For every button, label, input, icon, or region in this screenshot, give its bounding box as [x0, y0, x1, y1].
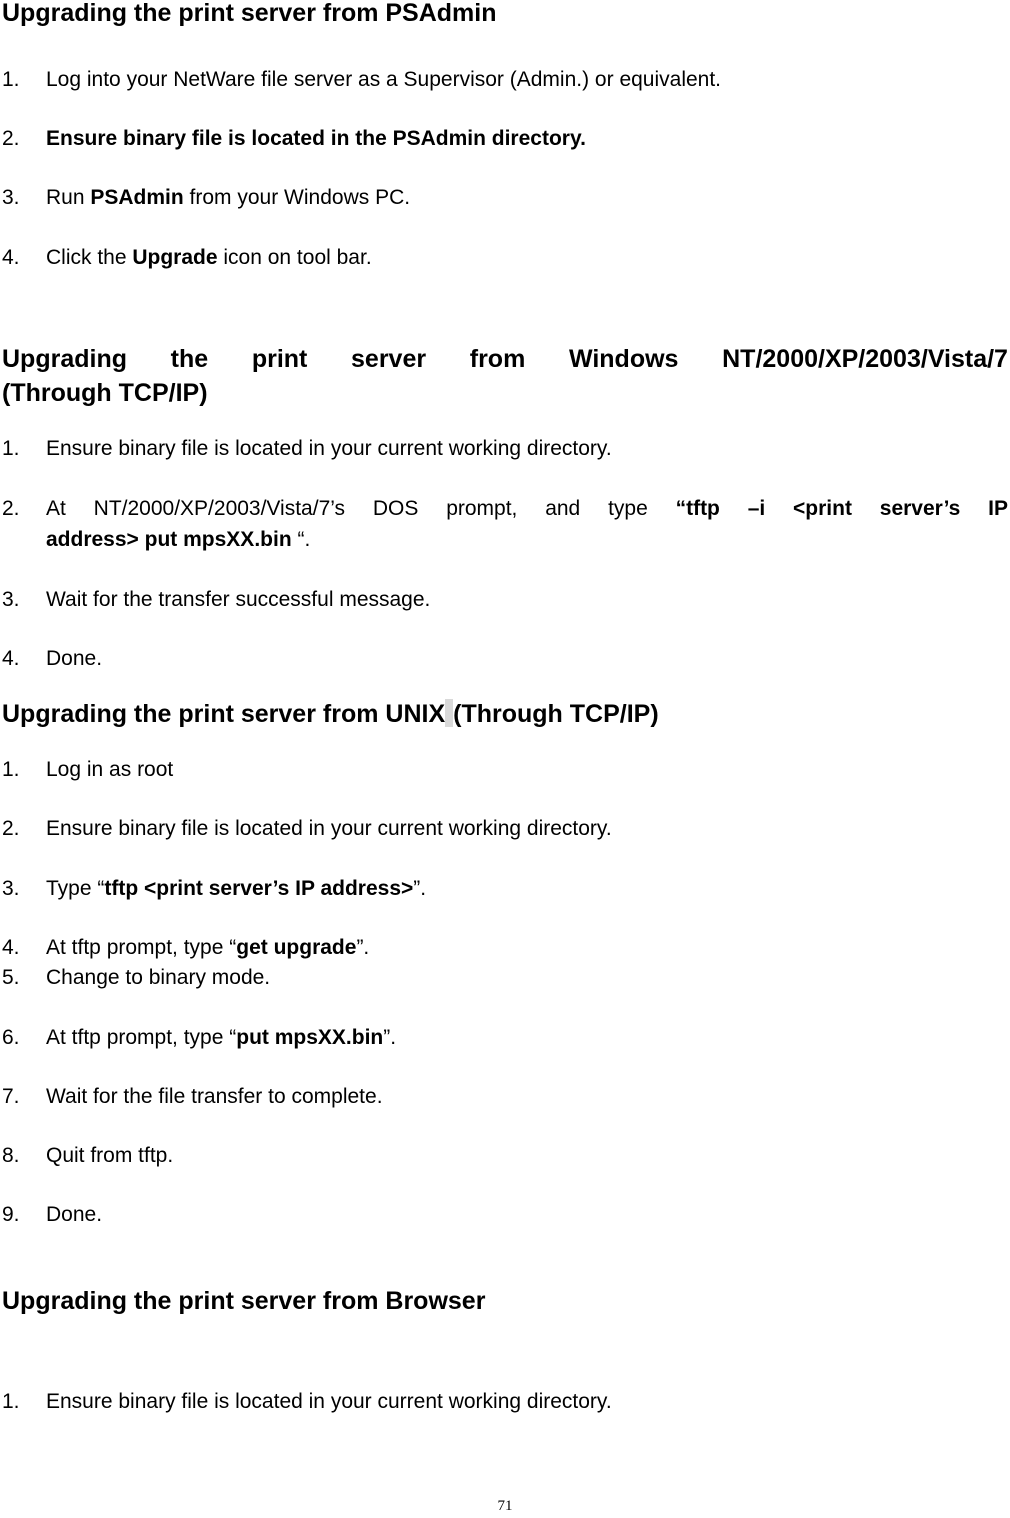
- heading-word: NT/2000/XP/2003/Vista/7: [722, 345, 1008, 373]
- heading-word: the: [170, 345, 209, 373]
- step-word: “tftp: [675, 497, 720, 520]
- highlight-mark: [445, 699, 453, 727]
- heading-word: Windows: [568, 345, 679, 373]
- heading-windows-line1: [2, 342, 1008, 376]
- heading-psadmin: Upgrading the print server from PSAdmin: [2, 0, 497, 27]
- document-page: Upgrading the print server from PSAdmin 1. Log into your NetWare file server as a Supervisor (Admin.) or equivalent. 2. Ensure binary file is located in the PSAdmin directory. 3. Run PSAdmin from your Windows PC. 4. Click the Upgrade icon on tool bar. Upgrading the print server from Windows NT/2000/XP/2003/Vista/7 (Through TCP/IP) 1. Ensure binary file is located in your current working directory. 2. At NT/2000/XP/2003/Vista/7’s DOS prompt, and type “tftp –i <print server’s IP address> put mpsXX.bin “. 3. Wait for the transfer successful message. 4. Done. Upgrading the print server from UNIX (Through TCP/IP) 1. Log in as root 2. Ensure binary file is located in your current working directory. 3. Type “tftp <print server’s IP address>”. 4. At tftp prompt, type “get upgrade”. 5. Change to binary mode. 6. At tftp prompt, type “put mpsXX.bin”. 7. Wait for the file transfer to complete. 8. Quit from tftp. 9. Done. Upgrading the print server from Browser 1. Ensure binary file is located in your current working directory. 71: [0, 0, 1010, 1518]
- heading-windows-line2: (Through TCP/IP): [2, 379, 208, 407]
- windows-step-2: 2. At NT/2000/XP/2003/Vista/7’s DOS prompt, and type “tftp –i <print server’s IP address> put mpsXX.bin “.: [2, 493, 1008, 555]
- heading-word: from: [469, 345, 526, 373]
- page-number: 71: [497, 1498, 513, 1514]
- step-word: <print: [793, 497, 852, 520]
- step-word: At: [46, 497, 66, 520]
- step-word: prompt,: [446, 497, 518, 520]
- step-word: type: [608, 497, 648, 520]
- heading-windows: [2, 342, 1008, 410]
- heading-unix: Upgrading the print server from UNIX (Through TCP/IP): [2, 700, 659, 728]
- windows-step-2-line1: [46, 493, 1008, 524]
- step-word: –i: [747, 497, 766, 520]
- heading-word: Upgrading: [2, 345, 127, 373]
- step-word: DOS: [372, 497, 419, 520]
- step-word: NT/2000/XP/2003/Vista/7’s: [93, 497, 346, 520]
- step-word: server’s: [879, 497, 961, 520]
- heading-word: print: [251, 345, 308, 373]
- step-word: IP: [988, 497, 1008, 520]
- step-word: and: [545, 497, 581, 520]
- heading-browser: Upgrading the print server from Browser: [2, 1287, 486, 1315]
- heading-word: server: [351, 345, 427, 373]
